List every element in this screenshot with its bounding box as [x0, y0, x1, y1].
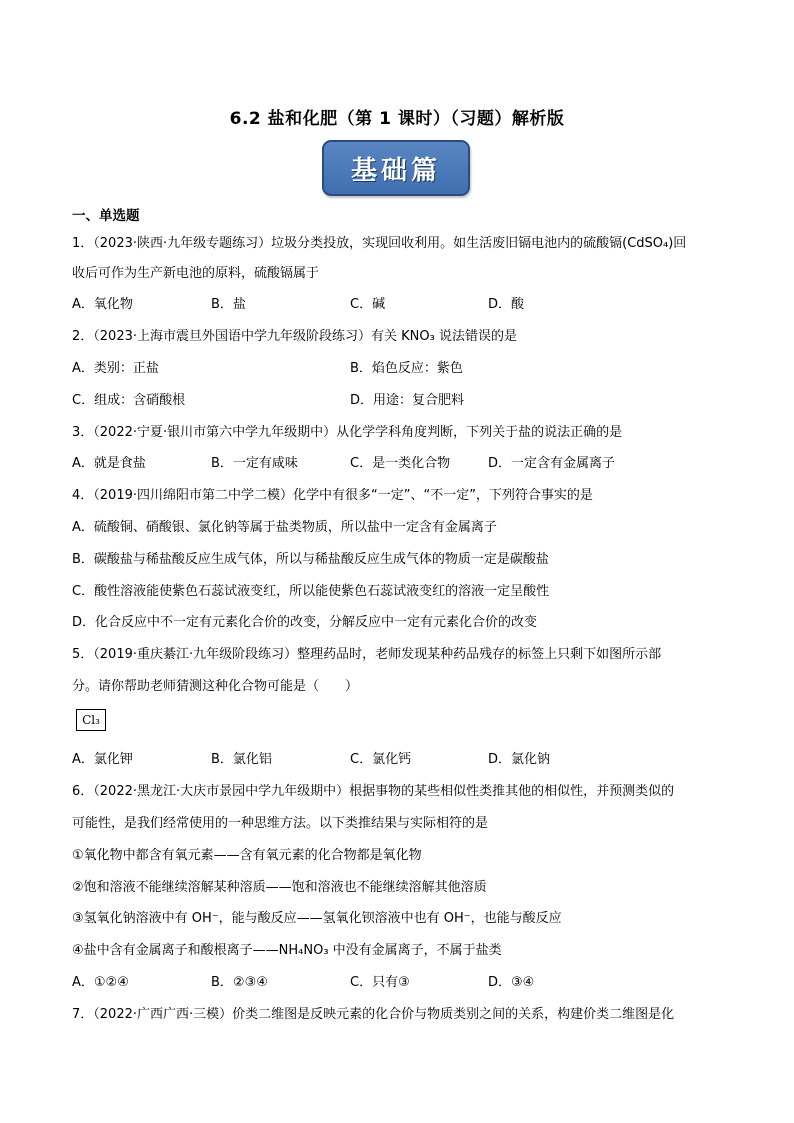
- question-6-stem-line-1: 6．（2022·黑龙江·大庆市景园中学九年级期中）根据事物的某些相似性类推其他的相似性，并预测类似的: [72, 784, 675, 799]
- question-1-stem-line-2: 收后可作为生产新电池的原料，硫酸镉属于: [72, 266, 320, 281]
- question-1-options: [72, 293, 722, 313]
- question-2-options-row-2: [72, 389, 722, 409]
- option-d: D．一定含有金属离子: [488, 456, 616, 471]
- option-b: B．盐: [211, 297, 246, 312]
- option-b: B．②③④: [211, 975, 268, 990]
- option-c: C．只有③: [350, 975, 410, 990]
- question-6-options: [72, 971, 722, 991]
- question-5-stem-line-2: 分。请你帮助老师猜测这种化合物可能是（ ）: [72, 679, 359, 694]
- option-a: A．氧化物: [72, 297, 133, 312]
- option-c: C．组成：含硝酸根: [72, 393, 186, 408]
- option-c: C．碱: [350, 297, 386, 312]
- question-7-stem: 7．（2022·广西广西·三模）价类二维图是反映元素的化合价与物质类别之间的关系，构建价类二维图是化: [72, 1007, 675, 1022]
- option-b: B．一定有咸味: [211, 456, 298, 471]
- question-4-option-b: B．碳酸盐与稀盐酸反应生成气体，所以与稀盐酸反应生成气体的物质一定是碳酸盐: [72, 552, 549, 567]
- option-b: B．氯化铝: [211, 752, 272, 767]
- question-6-stem-line-2: 可能性，是我们经常使用的一种思维方法。以下类推结果与实际相符的是: [72, 816, 489, 831]
- option-d: D．用途：复合肥料: [350, 393, 465, 408]
- option-a: A．类别：正盐: [72, 361, 159, 376]
- option-c: C．氯化钙: [350, 752, 412, 767]
- question-6-statement-3: ③氢氧化钠溶液中有 OH⁻，能与酸反应——氢氧化钡溶液中也有 OH⁻，也能与酸反应: [72, 911, 562, 926]
- document-title: 6.2 盐和化肥（第 1 课时）（习题）解析版: [229, 109, 565, 129]
- option-d: D．氯化钠: [488, 752, 551, 767]
- option-b: B．焰色反应：紫色: [350, 361, 463, 376]
- question-2-stem: 2．（2023·上海市震旦外国语中学九年级阶段练习）有关 KNO₃ 说法错误的是: [72, 329, 517, 344]
- section-heading: 一、单选题: [72, 208, 140, 224]
- label-fragment-box: Cl₃: [76, 709, 106, 731]
- question-1-stem-line-1: 1．（2023·陕西·九年级专题练习）垃圾分类投放，实现回收利用。如生活废旧镉电池内的硫酸镉(CdSO₄)回: [72, 236, 687, 251]
- question-4-option-a: A．硫酸铜、硝酸银、氯化钠等属于盐类物质，所以盐中一定含有金属离子: [72, 520, 497, 535]
- option-d: D．③④: [488, 975, 535, 990]
- question-5-stem-line-1: 5．（2019·重庆綦江·九年级阶段练习）整理药品时，老师发现某种药品残存的标签上只剩下如图所示部: [72, 647, 662, 662]
- question-6-statement-1: ①氧化物中都含有氧元素——含有氧元素的化合物都是氧化物: [72, 848, 422, 863]
- question-4-option-d: D．化合反应中不一定有元素化合价的改变，分解反应中一定有元素化合价的改变: [72, 615, 538, 630]
- option-a: A．①②④: [72, 975, 129, 990]
- option-d: D．酸: [488, 297, 525, 312]
- option-a: A．氯化钾: [72, 752, 133, 767]
- question-4-stem: 4．（2019·四川绵阳市第二中学二模）化学中有很多“一定”、“不一定”，下列符合事实的是: [72, 488, 593, 503]
- question-6-statement-2: ②饱和溶液不能继续溶解某种溶质——饱和溶液也不能继续溶解其他溶质: [72, 880, 487, 895]
- option-a: A．就是食盐: [72, 456, 146, 471]
- question-2-options-row-1: [72, 357, 722, 377]
- question-5-options: [72, 748, 722, 768]
- question-6-statement-4: ④盐中含有金属离子和酸根离子——NH₄NO₃ 中没有金属离子，不属于盐类: [72, 943, 502, 958]
- section-badge: 基础篇: [322, 140, 470, 196]
- question-3-options: [72, 452, 722, 472]
- question-3-stem: 3．（2022·宁夏·银川市第六中学九年级期中）从化学学科角度判断，下列关于盐的说法正确的是: [72, 425, 623, 440]
- question-4-option-c: C．酸性溶液能使紫色石蕊试液变红，所以能使紫色石蕊试液变红的溶液一定呈酸性: [72, 584, 550, 599]
- option-c: C．是一类化合物: [350, 456, 451, 471]
